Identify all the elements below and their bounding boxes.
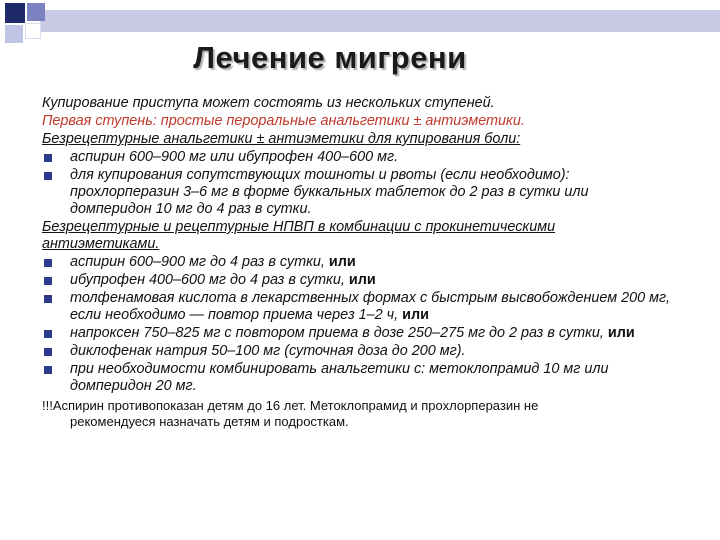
list-item: ибупрофен 400–600 мг до 4 раз в сутки, или (42, 272, 674, 289)
square-bullet-icon (44, 172, 52, 180)
or-word: или (328, 254, 356, 270)
list-item: для купирования сопутствующих тошноты и рвоты (если необходимо): прохлорперазин 3–6 мг в форме буккальных таблеток до 2 раз в сутки или домперидон 10 мг до 4 раз в сутки. (42, 167, 674, 218)
or-word: или (607, 325, 635, 341)
decor-square-mid (27, 3, 45, 21)
decor-square-white (25, 23, 41, 39)
note-line-2: рекомендуеся назначать детям и подросткам. (70, 414, 349, 429)
square-bullet-icon (44, 277, 52, 285)
square-bullet-icon (44, 259, 52, 267)
list-item: при необходимости комбинировать анальгетики с: метоклопрамид 10 мг или домперидон 20 мг. (42, 361, 674, 395)
warning-note (42, 398, 674, 430)
otc-heading: Безрецептурные анальгетики ± антиэметики для купирования боли: (42, 131, 521, 147)
first-step-text: Первая ступень: простые пероральные анальгетики ± антиэметики. (42, 113, 525, 129)
content-body (42, 95, 674, 430)
page-title: Лечение мигрени (193, 40, 467, 75)
list-item: напроксен 750–825 мг с повтором приема в дозе 250–275 мг до 2 раз в сутки, или (42, 325, 674, 342)
intro-text: Купирование приступа может состоять из нескольких ступеней. (42, 95, 495, 111)
or-word: или (348, 272, 376, 288)
list-item: диклофенак натрия 50–100 мг (суточная доза до 200 мг). (42, 343, 674, 360)
note-line-1: Аспирин противопоказан детям до 16 лет. Метоклопрамид и прохлорперазин не (52, 398, 539, 413)
square-bullet-icon (44, 295, 52, 303)
nsaid-heading: Безрецептурные и рецептурные НПВП в комбинации с прокинетическими антиэметиками. (42, 219, 556, 252)
square-bullet-icon (44, 366, 52, 374)
list-item: аспирин 600–900 мг до 4 раз в сутки, или (42, 254, 674, 271)
header-bar (40, 10, 720, 32)
square-bullet-icon (44, 348, 52, 356)
note-prefix: !!! (42, 398, 53, 413)
square-bullet-icon (44, 330, 52, 338)
list-item: толфенамовая кислота в лекарственных формах с быстрым высвобождением 200 мг, если необходимо — повтор приема через 1–2 ч, или (42, 290, 674, 324)
decor-square-dark (5, 3, 25, 23)
list-item: аспирин 600–900 мг или ибупрофен 400–600 мг. (42, 149, 674, 166)
or-word: или (402, 307, 429, 323)
square-bullet-icon (44, 154, 52, 162)
